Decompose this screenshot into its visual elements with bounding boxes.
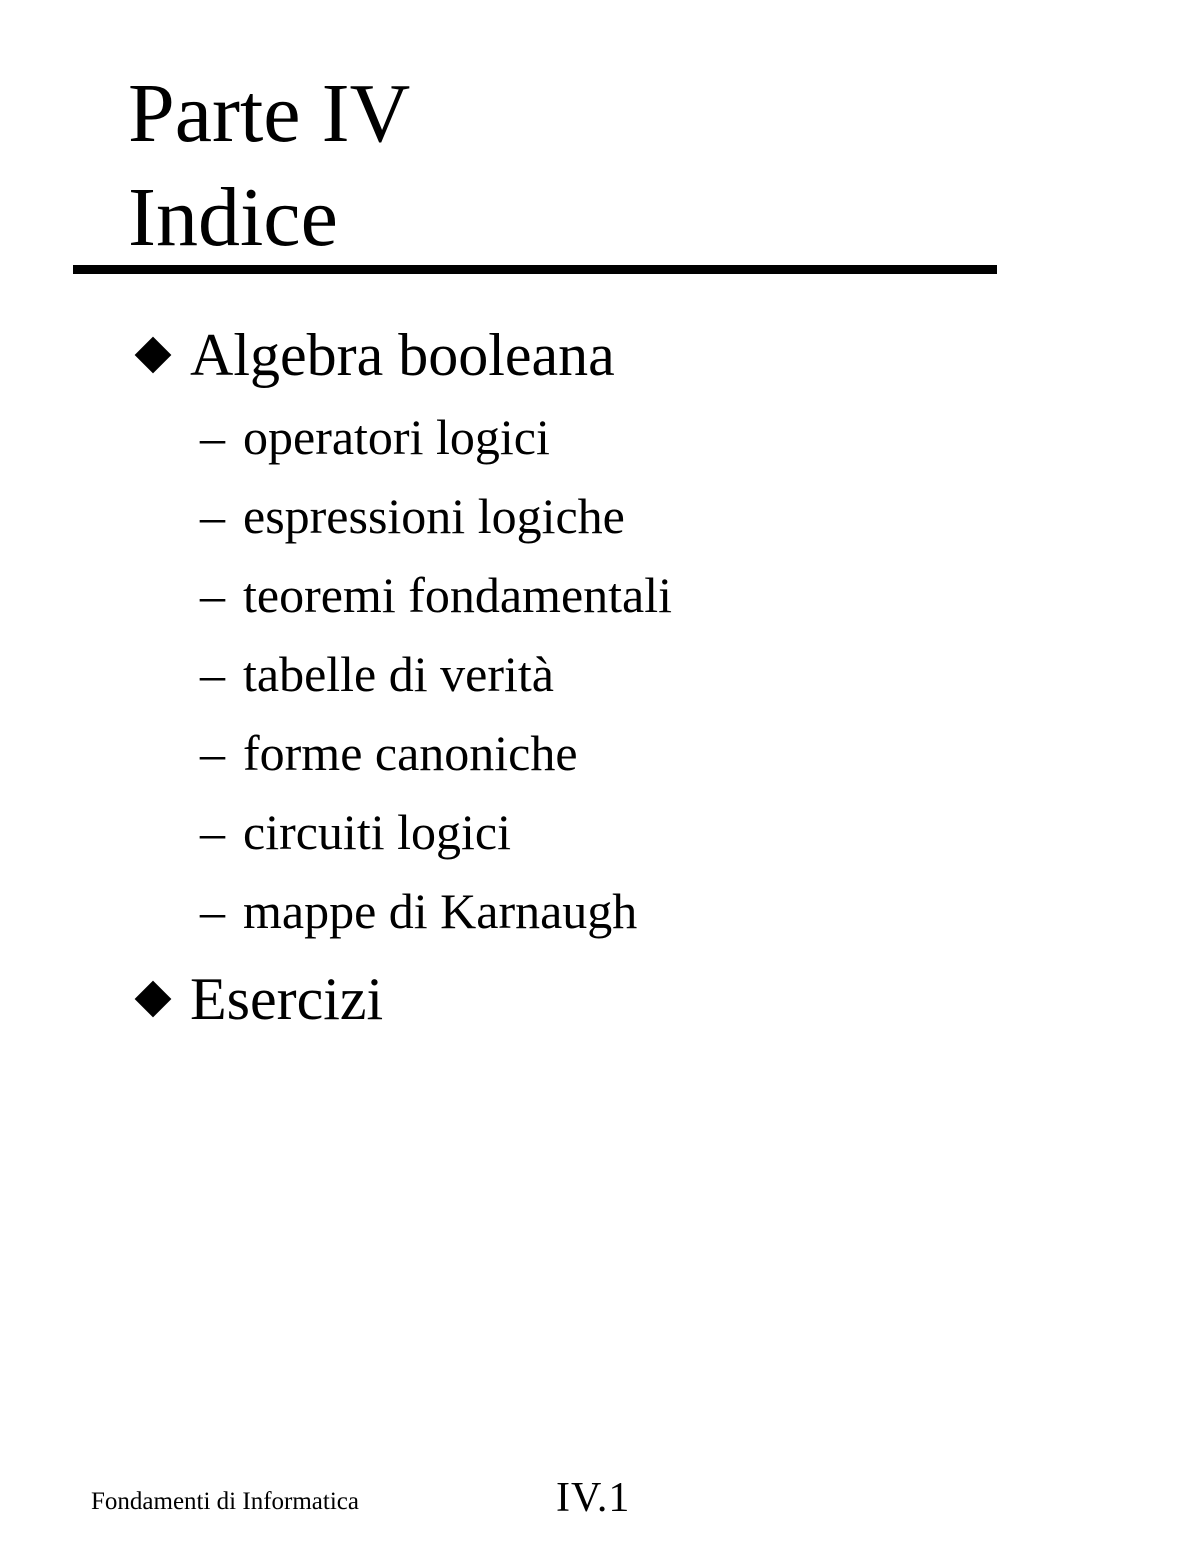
page-title (128, 62, 410, 270)
sub-item (200, 644, 554, 704)
dash-bullet: – (200, 646, 225, 702)
bullet-label: Esercizi (190, 966, 384, 1032)
diamond-bullet-icon (135, 981, 172, 1018)
dash-bullet: – (200, 409, 225, 465)
sub-item-label: espressioni logiche (243, 488, 625, 544)
sub-item (200, 802, 511, 862)
dash-bullet: – (200, 883, 225, 939)
bullet-item-algebra-booleana (134, 320, 615, 390)
dash-bullet: – (200, 488, 225, 544)
sub-item (200, 565, 672, 625)
title-line-1: Parte IV (128, 67, 411, 160)
sub-item (200, 486, 625, 546)
sub-item (200, 723, 578, 783)
sub-item-label: forme canoniche (243, 725, 578, 781)
footer-page-number: IV.1 (556, 1475, 631, 1521)
footer-course-name: Fondamenti di Informatica (91, 1488, 359, 1515)
dash-bullet: – (200, 804, 225, 860)
title-divider (73, 265, 997, 274)
sub-item-label: circuiti logici (243, 804, 511, 860)
sub-item-label: tabelle di verità (243, 646, 554, 702)
sub-item-label: teoremi fondamentali (243, 567, 673, 623)
dash-bullet: – (200, 725, 225, 781)
sub-item-label: operatori logici (243, 409, 550, 465)
bullet-item-esercizi (134, 964, 383, 1034)
sub-item-label: mappe di Karnaugh (243, 883, 638, 939)
sub-item (200, 881, 637, 941)
title-line-2: Indice (128, 171, 338, 264)
bullet-label: Algebra booleana (190, 322, 615, 388)
dash-bullet: – (200, 567, 225, 623)
sub-item (200, 407, 550, 467)
diamond-bullet-icon (135, 337, 172, 374)
